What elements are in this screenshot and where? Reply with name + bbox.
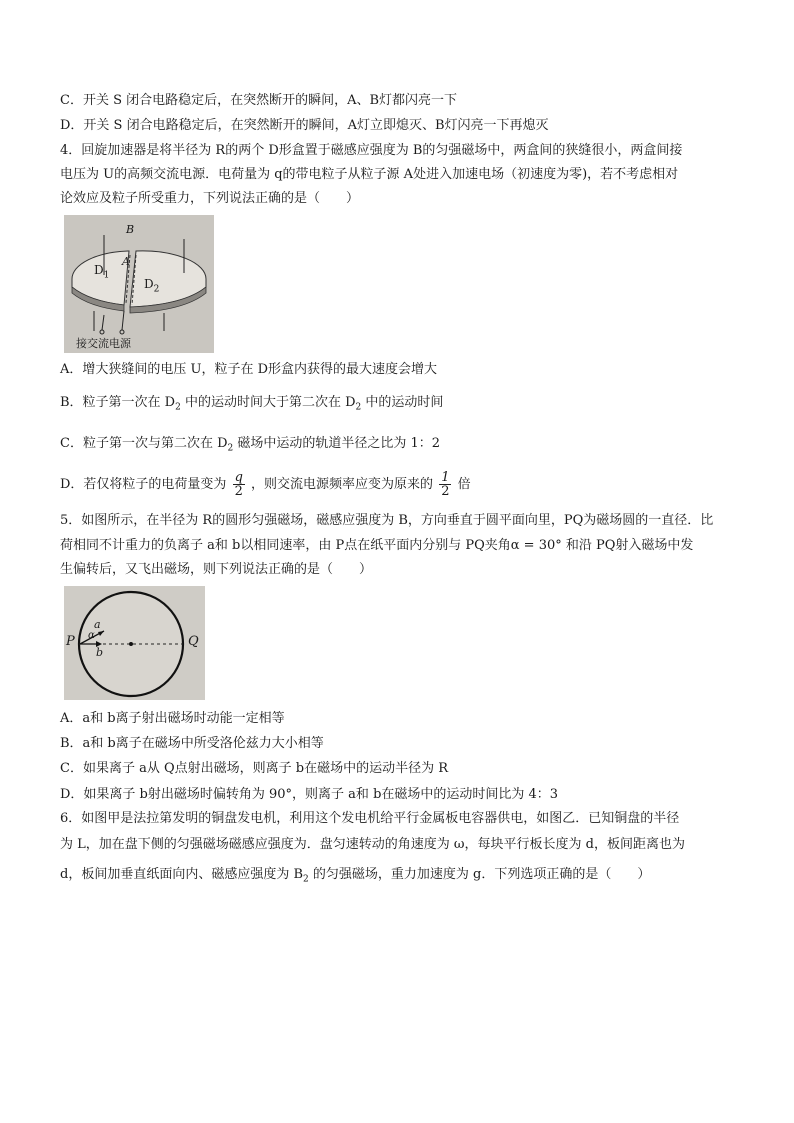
q6-stem-line-1: 6．如图甲是法拉第发明的铜盘发电机，利用这个发电机给平行金属板电容器供电，如图乙．已知铜盘的半径 [60,811,680,826]
q3-option-d: D．开关 S 闭合电路稳定后，在突然断开的瞬间，A灯立即熄灭、B灯闪亮一下再熄灭 [60,118,549,133]
q4-option-d: D．若仅将粒子的电荷量变为 $\frac{q}{2}$ ，则交流电源频率应变为原来的 $\frac{1}{2}$ 倍 [60,470,471,499]
q4-stem-line-1: 4．回旋加速器是将半径为 R的两个 D形盒置于磁感应强度为 B的匀强磁场中，两盒间的狭缝很小，两盒间接 [60,143,683,158]
q5-stem-line-2: 荷相同不计重力的负离子 a和 b以相同速率，由 P点在纸平面内分别与 PQ夹角α = 30° 和沿 PQ射入磁场中发 [60,538,694,553]
q5-stem-line-3: 生偏转后，又飞出磁场，则下列说法正确的是（ ） [60,562,373,577]
q5-stem-line-1: 5．如图所示，在半径为 R的圆形匀强磁场，磁感应强度为 B，方向垂直于圆平面向里，PQ为磁场圆的一直径．比 [60,513,714,528]
label-alpha: α [88,630,95,641]
q4-stem-line-3: 论效应及粒子所受重力，下列说法正确的是（ ） [60,191,360,206]
q5-option-b: B．a和 b离子在磁场中所受洛伦兹力大小相等 [60,736,324,751]
fraction-1-over-2: $\frac{1}{2}$ [441,470,450,499]
q5-option-c: C．如果离子 a从 Q点射出磁场，则离子 b在磁场中的运动半径为 R [60,761,448,776]
cyclotron-diagram [64,215,214,353]
label-a-source: A [122,255,130,268]
fraction-q-over-2: $\frac{q}{2}$ [234,470,243,499]
q6-stem-line-2: 为 L，加在盘下侧的匀强磁场磁感应强度为．盘匀速转动的角速度为 ω，每块平行板长度为 d，板间距离也为 [60,837,685,852]
label-q: Q [188,634,199,649]
label-d2: $D_2$ [144,277,160,295]
label-b-ion: b [96,646,104,659]
q4-stem-line-2: 电压为 U的高频交流电源．电荷量为 q的带电粒子从粒子源 A处进入加速电场（初速度为零)，若不考虑相对 [60,167,679,182]
q5-option-a: A．a和 b离子射出磁场时动能一定相等 [60,711,285,726]
label-p: P [66,634,75,649]
q4-option-c: C．粒子第一次与第二次在 $D_2$ 磁场中运动的轨道半径之比为 1：2 [60,436,441,454]
q4-option-a: A．增大狭缝间的电压 U，粒子在 D形盒内获得的最大速度会增大 [60,362,438,377]
circle-field-diagram [64,586,205,700]
figure-caption: 接交流电源 [76,337,131,350]
cyclotron-figure [64,215,214,353]
q5-option-d: D．如果离子 b射出磁场时偏转角为 90°，则离子 a和 b在磁场中的运动时间比为 4：3 [60,787,559,802]
q6-stem-line-3: d，板间加垂直纸面向内、磁感应强度为 $B_2$ 的匀强磁场，重力加速度为 g．下列选项正确的是（ ） [60,867,651,885]
label-a-ion: a [94,618,101,631]
q4-option-b: B．粒子第一次在 $D_2$ 中的运动时间大于第二次在 $D_2$ 中的运动时间 [60,395,444,413]
label-d1: $D_1$ [94,263,110,281]
label-b-field: B [126,223,135,236]
q3-option-c: C．开关 S 闭合电路稳定后，在突然断开的瞬间，A、B灯都闪亮一下 [60,93,458,108]
magnetic-circle-figure [64,586,205,700]
